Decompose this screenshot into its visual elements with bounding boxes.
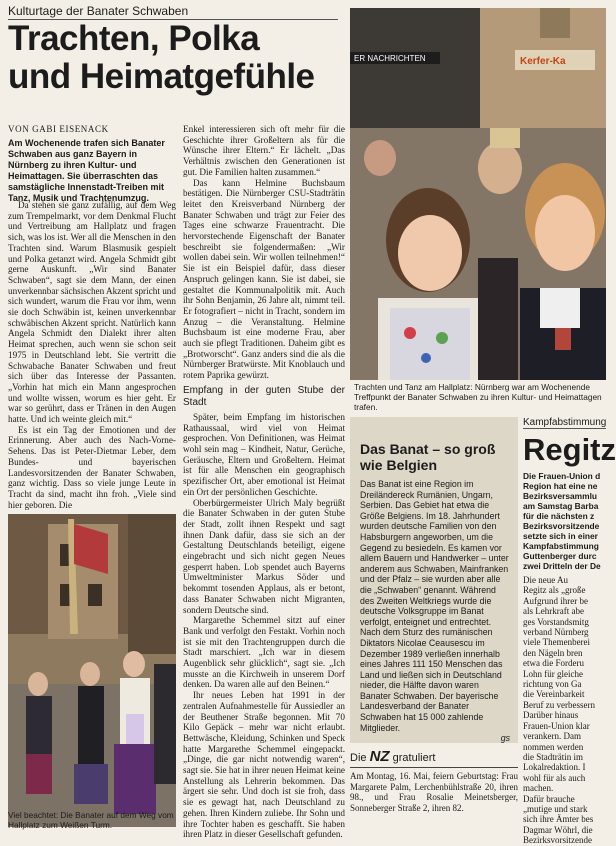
info-box-text: Das Banat ist eine Region im Dreiländereck Rumänien, Ungarn, Serbien. Das Gebiet hat etwa die Größe Belgiens. Im 18. Jahrhundert wurden deutsche Familien von den Habsburgern angeworben, um die Gegend zu besiedeln. Es kamen vor allem Bauern und Handwerker – unter anderem aus Schwaben, Mainfranken und der Pfalz – sie wurden aber alle die „Schwaben“ genannt. Während des Zweiten Weltkriegs wurde die deutsche Volksgruppe im Banat verfolgt, enteignet und entrechtet. Nach dem Sturz des rumänischen Diktators Nicolae Ceausescu im Dezember 1989 verließen innerhalb eines Jahres 111 150 Menschen das Land und ließen sich in Deutschland nieder, die Hälfte davon waren Banater Schwaben. Der bayerische Landesverband der Banater Schwaben hat 15 000 zahlende Mitglieder.	[360, 479, 509, 733]
body-line: machen.	[523, 783, 554, 794]
teaser-line: Kampfabstimmung	[523, 541, 599, 551]
info-box-title: Das Banat – so groß wie Belgien	[360, 441, 496, 473]
section-kicker: Kulturtage der Banater Schwaben	[8, 4, 338, 20]
body-line: Beruf zu verbessern	[523, 699, 595, 710]
body-line: wohl für als auch	[523, 772, 586, 783]
paragraph: Margarethe Schemmel sitzt auf einer Bank und verfolgt den Festakt. Vorhin noch ist sie mit den Trachtengruppen durch die Stadt marschiert. „Ich war in diesem Augenblick sehr glücklich“, sagt sie. „Ich musste an die Kirchweih in unserem Dorf denken. Da waren alle auf den Beinen.“	[183, 615, 345, 690]
body-line: Lohn für gleiche	[523, 668, 583, 679]
teaser-line: für die nächsten z	[523, 511, 595, 521]
body-column-2	[183, 124, 346, 840]
adjacent-teaser	[523, 471, 606, 571]
parade-photo	[8, 514, 176, 827]
teaser-line: zwei Dritteln der De	[523, 561, 601, 571]
section-subhead: Empfang in der guten Stube der Stadt	[183, 384, 345, 408]
hallplatz-illustration	[350, 8, 606, 380]
teaser-line: Bezirksversammlu	[523, 491, 598, 501]
paragraph: Das kann Helmine Buchsbaum bestätigen. Die Nürnberger CSU-Stadträtin leitet den Kreisverband Nürnberg der Banater Schwaben und trägt zur Feier des Tages eine schwarze Frauentracht. Die hervorstechende Eigenschaft der Banater beschreibt sie folgendermaßen: „Wir wollen dabei sein. Wir wollen teilnehmen!“ Sie ist ein Beispiel dafür, dass dieser Anspruch gelingen kann. Sie ist dabei, sie gestaltet die Kommunalpolitik mit. Auch ihr Sohn Benjamin, 26 Jahre alt, nimmt teil. Er fotografiert – nicht in Tracht, sondern im Anzug – die Veranstaltung. Helmine Buchsbaum ist eine moderne Frau, aber auch sie pflegt Traditionen. Daheim gibt es „Brotworscht“. Ganz anders sind die als die Nürnberger Bratwürste. Mit Knoblauch und rotem Paprika gewürzt.	[183, 177, 345, 381]
paragraph: Es ist ein Tag der Emotionen und der Erinnerung. Aber auch des Nach-Vorne-Sehens. Das ist Peter-Dietmar Leber, dem Bundes- und bayerischen Landesvorsitzenden der Banater Schwaben, ganz wichtig. Dass so viele junge Leute in Tracht da sind, macht ihn froh. „Viele sind hier geboren. Die	[8, 424, 176, 510]
body-line: ges Vorstandsmitg	[523, 616, 589, 627]
info-box	[350, 417, 518, 743]
body-column-1	[8, 200, 176, 510]
body-line: richtung von Ga	[523, 679, 582, 690]
body-line: Frauen-Union klar	[523, 720, 590, 731]
headline-line-2: und Heimatgefühle	[8, 57, 315, 96]
parade-illustration	[8, 514, 176, 827]
nz-prefix: Die	[350, 752, 367, 764]
adjacent-kicker: Kampfabstimmung	[523, 417, 607, 428]
body-line: den Nägeln bren	[523, 647, 583, 658]
nz-congratulates-box	[350, 748, 518, 813]
article-headline	[8, 20, 343, 96]
body-line: Bezirksvorsitzende	[523, 835, 592, 846]
teaser-line: Region hat eine ne	[523, 481, 598, 491]
caption-right: Trachten und Tanz am Hallplatz: Nürnberg war am Wochenende Treffpunkt der Banater Schwaben zu ihren Kultur- und Heimattagen trafen.	[354, 382, 602, 412]
body-line: nommen werden	[523, 741, 584, 752]
article-teaser: Am Wochenende trafen sich Banater Schwaben aus ganz Bayern in Nürnberg zu ihren Kultur- und Heimattagen. Sie überraschten das samstägliche Innenstadt-Treiben mit Tanz, Musik und Trachtenumzug.	[8, 138, 165, 203]
body-line: Dagmar Wöhrl, die	[523, 824, 593, 835]
paragraph: Da stehen sie ganz zufällig, auf dem Weg zum Trempelmarkt, vor dem Denkmal Flucht und Vertreibung am Hallplatz und fragen sich, was los ist. Wer all die Menschen in den Trachten sind. Warum Blasmusik gespielt und Polka getanzt wird. Angela Schmidt gibt gerne Auskunft. „Wir sind Banater Schwaben“, sagt sie dem Mann, der einen unverkennbar sächsischen Akzent spricht und sich wundert, warum die Frau vor ihm, wenn sie doch Schwäbin ist, keinen unverkennbar schwäbischen Akzent spricht. Natürlich kann Angela Schmidt den Dialekt ihrer alten Heimat sprechen, auch wenn sie schon seit 1975 in Deutschland lebt. Sie vertritt die Schwabache Banater Schwaben und freut sich über das Interesse der Passanten. „Vorhin hat mich ein Mann angesprochen und wollte wissen, worum es hier geht. Er war so gerührt, dass er Tränen in den Augen hatte. Und ich weinte gleich mit.“	[8, 200, 176, 425]
teaser-line: Bezirksvorsitzende	[523, 521, 600, 531]
hallplatz-photo	[350, 8, 606, 380]
headline-line-1: Trachten, Polka	[8, 19, 260, 58]
adjacent-article	[523, 417, 616, 846]
body-line: „mutige und stark	[523, 803, 588, 814]
body-line: verankern. Dam	[523, 731, 581, 742]
body-line: als Lehrkraft abe	[523, 606, 584, 617]
body-line: etwa die Forderu	[523, 658, 584, 669]
teaser-line: setzte sich in einer	[523, 531, 598, 541]
caption-left: Viel beachtet: Die Banater auf dem Weg vom Hallplatz zum Weißen Turm.	[8, 810, 174, 830]
paragraph: Später, beim Empfang im historischen Rathaussaal, wird viel von Heimat gesprochen. Von Definitionen, was Heimat wohl sein mag – Kindheit, Natur, Gerüche, Geräusche, Eltern und Großeltern. Heimat ist für alle Menschen ein geographisch spezifischer Ort, aber emotional ist Heimat ein Ort der persönlichen Geschichte.	[183, 411, 345, 497]
nz-text: Am Montag, 16. Mai, feiern Geburtstag: Frau Margarete Palm, Lerchenbühlstraße 20, ihren 98., und Frau Rosalie Meinetsberger, Sonneberger Straße 2, ihren 82.	[350, 771, 518, 813]
nz-header	[350, 748, 518, 768]
paragraph: Ihr neues Leben hat 1991 in der zentralen Aufnahmestelle für Aussiedler an der Beuthener Straße begonnen. Mit 70 Kilo Gepäck – mehr war nicht erlaubt. Bettwäsche, Kleidung, Schinken und Speck hatte Margarethe Schemmel eingepackt. „Dinge, die gar nicht notwendig waren“, sagt sie. Sie hat in ihrer neuen Heimat keine Anstellung als Lehrerin bekommen. Das ärgert sie sehr. Und doch ist sie froh, dass sie es gewagt hat, nach Deutschland zu gehen. Ihren Kindern zuliebe. Ihr Sohn und ihre Tochter haben es geschafft. Sie haben ihren Platz in dieser Gesellschaft gefunden.	[183, 690, 346, 840]
teaser-line: Die Frauen-Union d	[523, 471, 601, 481]
paragraph: Enkel interessieren sich oft mehr für die Geschichte ihrer Großeltern als für die Wünsche ihrer Eltern.“ Er lächelt. „Das Verhältnis zwischen den Generationen ist gut. Die Familien halten zusammen.“	[183, 124, 345, 177]
body-line: Die neue Au	[523, 575, 568, 585]
body-line: verband Nürnberg	[523, 627, 589, 638]
body-line: die Vereinbarkeit	[523, 689, 585, 700]
paragraph: Oberbürgermeister Ulrich Maly begrüßt die Banater Schwaben in der guten Stube der Stadt, zollt ihnen Respekt und sagt ihnen Dank dafür, dass sie sich an der Gestaltung Deutschlands beteiligt, eigene eingebracht und sich nicht gegen Neues gesperrt haben. Lob spendet auch Bayerns Umweltminister Markus Söder und bekommt tosenden Applaus, als er betont, dass Banater Schwaben nicht Migranten, sondern Deutsche sind.	[183, 497, 345, 615]
body-line: Dafür brauche	[523, 793, 575, 804]
byline: VON GABI EISENACK	[8, 124, 109, 134]
teaser-line: Guttenberger durc	[523, 551, 597, 561]
body-line: Aufgrund ihrer be	[523, 595, 588, 606]
adjacent-body	[523, 575, 606, 846]
body-line: Regitz als „große	[523, 585, 586, 596]
teaser-line: am Samstag Barba	[523, 501, 599, 511]
adjacent-headline: Regitz	[523, 432, 616, 467]
sign-text-1: ER NACHRICHTEN	[354, 54, 426, 63]
nz-suffix: gratuliert	[392, 752, 436, 764]
body-line: die Stadträtin im	[523, 751, 583, 762]
body-line: Lokalredaktion. I	[523, 762, 586, 773]
sign-text-2: Kerfer-Ka	[520, 56, 566, 67]
info-box-credit: gs	[500, 733, 510, 744]
body-line: viele Themenberei	[523, 637, 591, 648]
body-line: Darüber hinaus	[523, 710, 579, 721]
nz-logo: NZ	[369, 748, 390, 765]
body-line: sich ihre Ämter bes	[523, 814, 594, 825]
